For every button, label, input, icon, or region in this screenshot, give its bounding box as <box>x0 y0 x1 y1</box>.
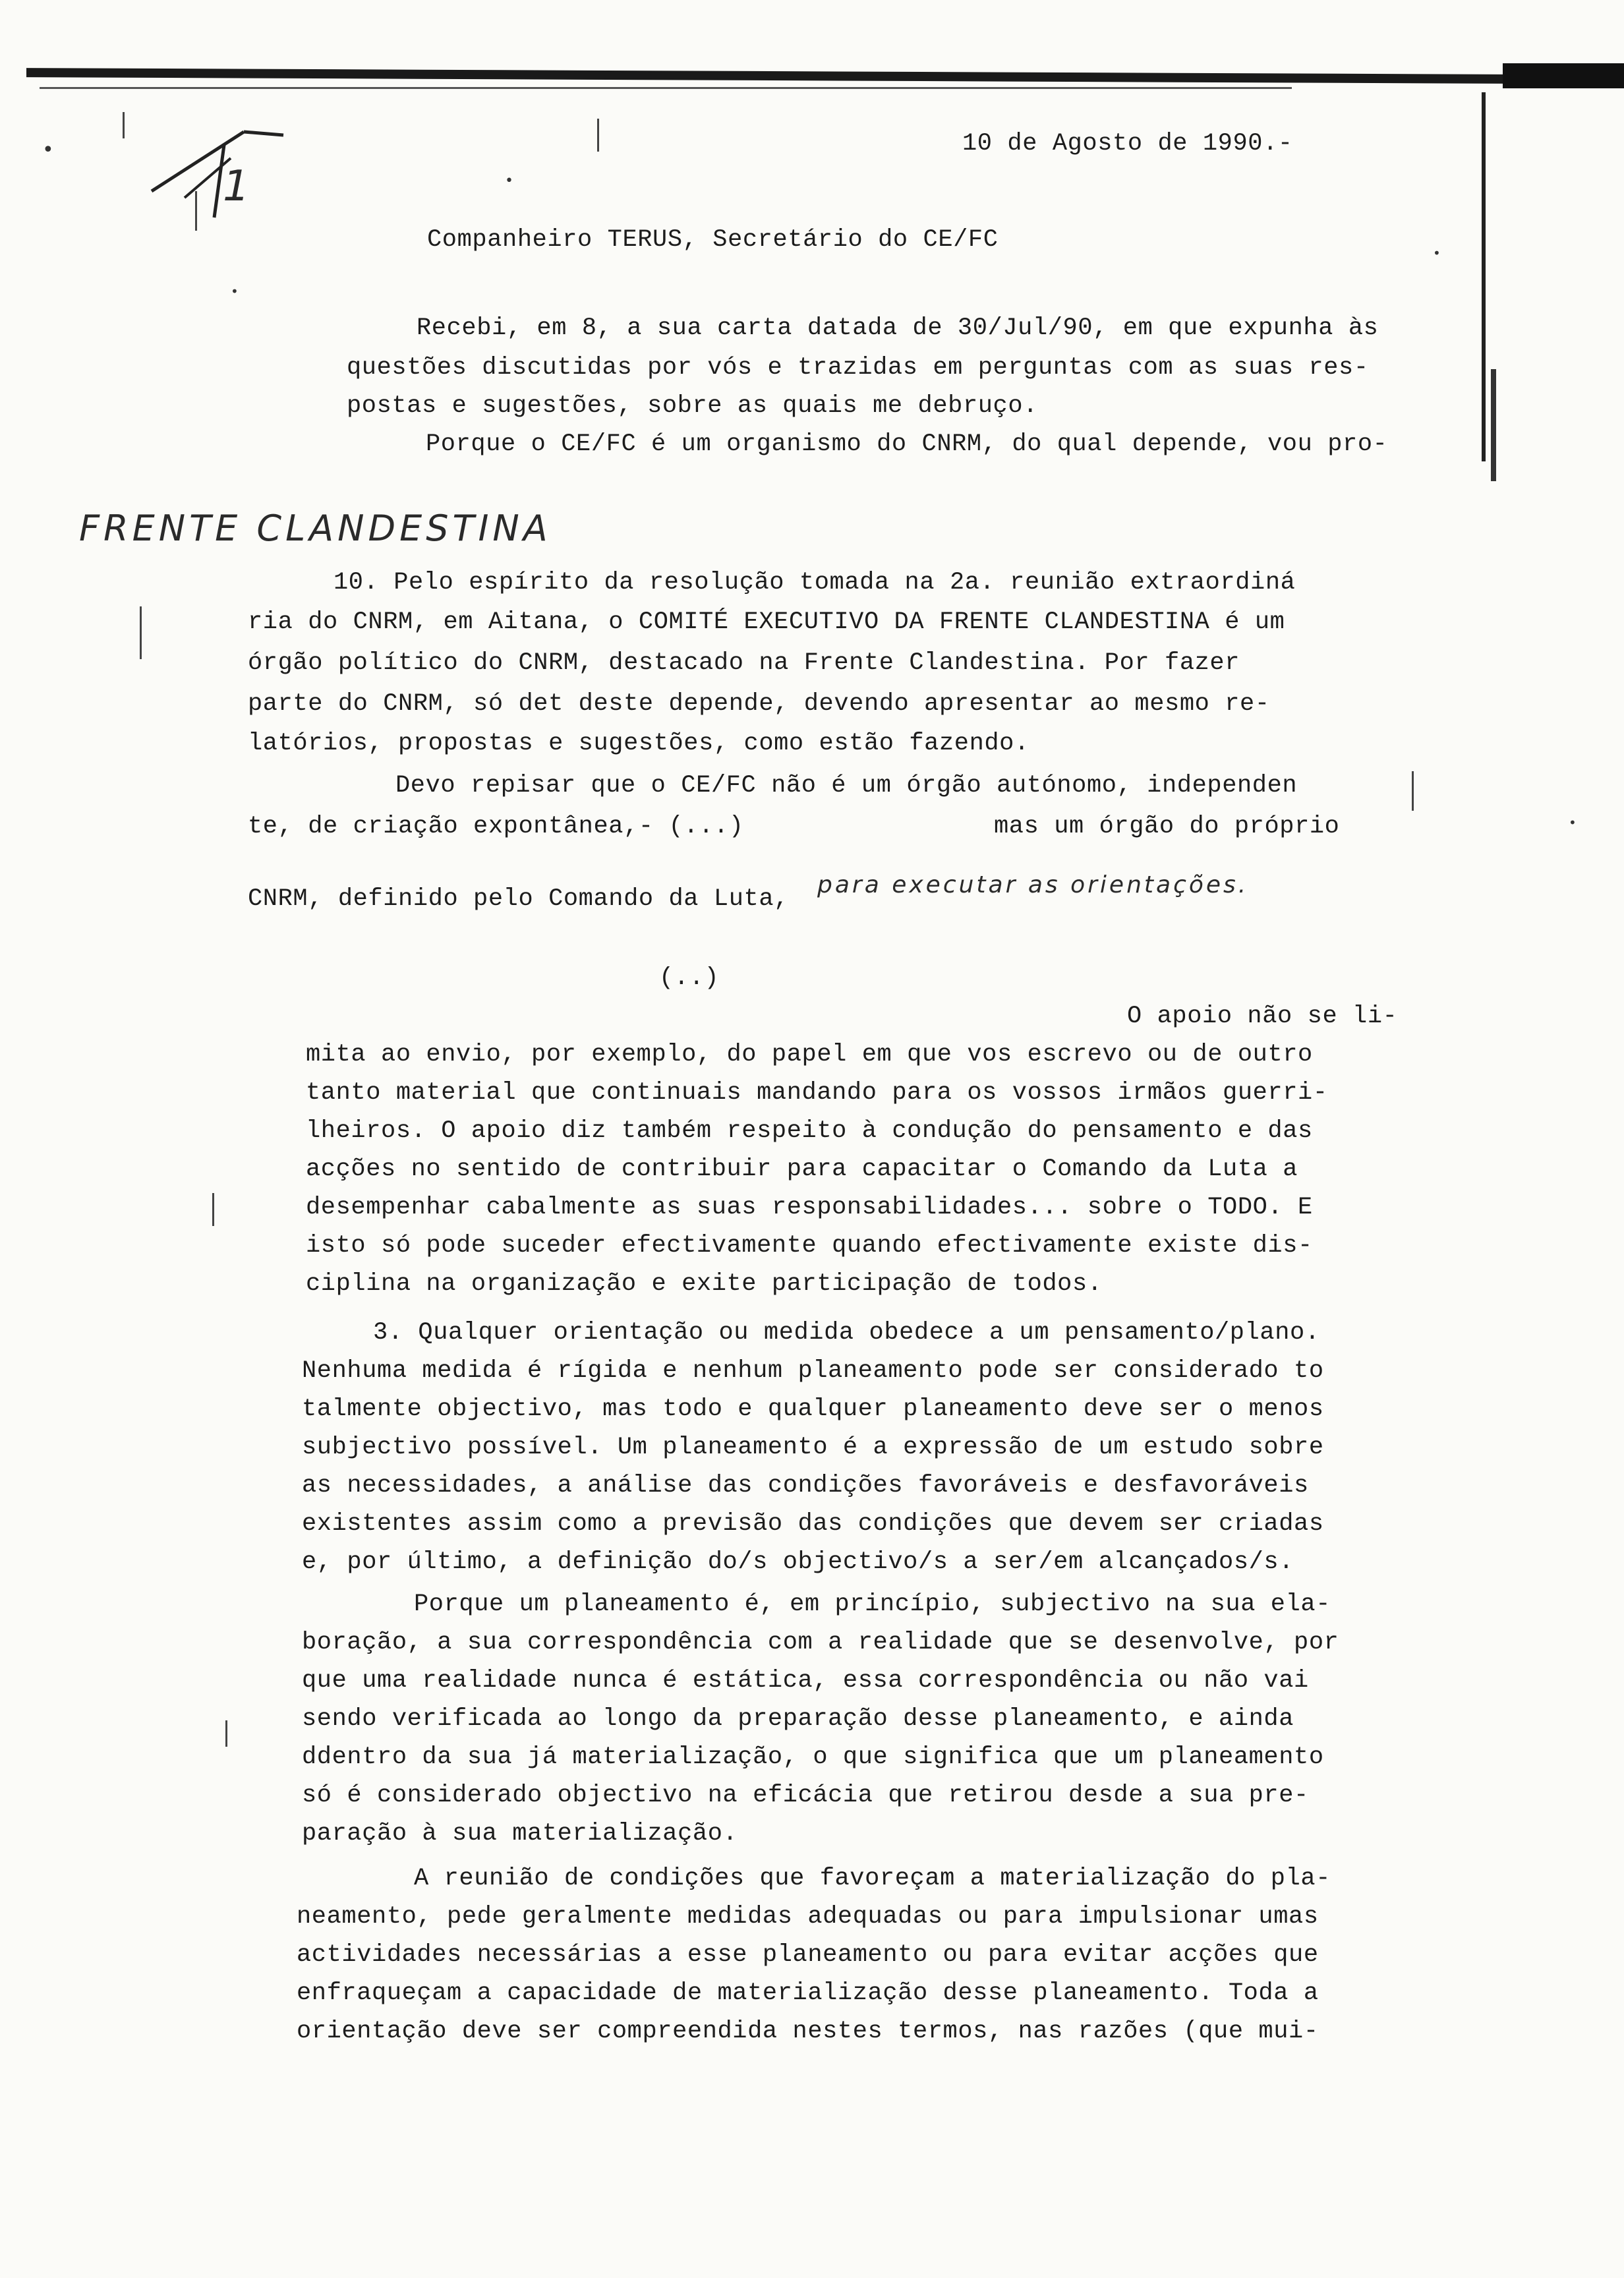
page-number: 1 <box>223 162 250 211</box>
text-line: só é considerado objectivo na eficácia que retirou desde a sua pre- <box>302 1782 1309 1809</box>
text-line: O apoio não se li- <box>1127 1003 1398 1030</box>
text-line: existentes assim como a previsão das condições que devem ser criadas <box>302 1510 1324 1538</box>
scan-top-thin-rule <box>40 87 1292 89</box>
scan-dot: • <box>231 283 239 299</box>
scan-dot: • <box>1569 815 1577 831</box>
text-line: CNRM, definido pelo Comando da Luta, <box>248 885 789 913</box>
text-line: que uma realidade nunca é estática, essa correspondência ou não vai <box>302 1667 1309 1695</box>
text-line: ciplina na organização e exite participação de todos. <box>306 1270 1103 1298</box>
handwritten-insert: para executar as orientações. <box>817 871 1249 898</box>
text-line: tanto material que continuais mandando para os vossos irmãos guerri- <box>306 1079 1328 1107</box>
text-line: sendo verificada ao longo da preparação desse planeamento, e ainda <box>302 1705 1294 1733</box>
text-line: Devo repisar que o CE/FC não é um órgão autónomo, independen <box>395 772 1298 800</box>
text-line: e, por último, a definição do/s objectivo/s a ser/em alcançados/s. <box>302 1548 1294 1576</box>
scan-top-rule <box>26 68 1503 84</box>
text-line: questões discutidas por vós e trazidas em perguntas com as suas res- <box>347 354 1369 382</box>
scan-speck <box>123 112 125 138</box>
scan-speck <box>212 1193 214 1226</box>
text-line: órgão político do CNRM, destacado na Frente Clandestina. Por fazer <box>248 649 1240 677</box>
text-line: latórios, propostas e sugestões, como estão fazendo. <box>248 730 1030 757</box>
scan-right-edge-lower <box>1491 369 1496 481</box>
text-line: mas um órgão do próprio <box>994 813 1340 840</box>
scan-speck <box>140 606 142 659</box>
text-line: desempenhar cabalmente as suas responsabilidades... sobre o TODO. E <box>306 1194 1313 1221</box>
text-line: Recebi, em 8, a sua carta datada de 30/Jul/90, em que expunha às <box>417 314 1379 342</box>
salutation: Companheiro TERUS, Secretário do CE/FC <box>427 226 999 254</box>
text-line: mita ao envio, por exemplo, do papel em que vos escrevo ou de outro <box>306 1041 1313 1068</box>
text-line: lheiros. O apoio diz também respeito à condução do pensamento e das <box>306 1117 1313 1145</box>
scan-right-edge <box>1482 92 1486 461</box>
text-line: A reunião de condições que favoreçam a materialização do pla- <box>414 1865 1331 1892</box>
text-line: Porque o CE/FC é um organismo do CNRM, do qual depende, vou pro- <box>426 430 1388 458</box>
text-line: paração à sua materialização. <box>302 1820 738 1848</box>
scan-speck <box>225 1720 227 1747</box>
text-line: 3. Qualquer orientação ou medida obedece a um pensamento/plano. <box>373 1319 1320 1347</box>
scan-corner-block <box>1503 63 1624 88</box>
text-line: isto só pode suceder efectivamente quando efectivamente existe dis- <box>306 1232 1313 1260</box>
text-line: te, de criação expontânea,- (...) <box>248 813 744 840</box>
text-line: neamento, pede geralmente medidas adequadas ou para impulsionar umas <box>297 1903 1319 1931</box>
text-line: Nenhuma medida é rígida e nenhum planeamento pode ser considerado to <box>302 1357 1324 1385</box>
text-line: actividades necessárias a esse planeamento ou para evitar acções que <box>297 1941 1319 1969</box>
ellipsis-mark: (..) <box>659 964 720 992</box>
text-line: orientação deve ser compreendida nestes termos, nas razões (que mui- <box>297 2018 1319 2045</box>
scan-dot: • <box>42 138 54 161</box>
scan-dot: • <box>505 173 513 189</box>
text-line: postas e sugestões, sobre as quais me debruço. <box>347 392 1038 420</box>
text-line: parte do CNRM, só det deste depende, devendo apresentar ao mesmo re- <box>248 690 1270 718</box>
section-heading-handwritten: FRENTE CLANDESTINA <box>79 508 552 549</box>
text-line: ddentro da sua já materialização, o que significa que um planeamento <box>302 1743 1324 1771</box>
text-line: as necessidades, a análise das condições favoráveis e desfavoráveis <box>302 1472 1309 1500</box>
text-line: acções no sentido de contribuir para capacitar o Comando da Luta a <box>306 1155 1298 1183</box>
scan-dot: • <box>1433 245 1441 261</box>
document-date: 10 de Agosto de 1990.- <box>962 130 1293 158</box>
text-line: 10. Pelo espírito da resolução tomada na 2a. reunião extraordiná <box>334 569 1296 597</box>
scan-speck <box>1412 771 1414 811</box>
text-line: enfraqueçam a capacidade de materialização desse planeamento. Toda a <box>297 1979 1319 2007</box>
text-line: Porque um planeamento é, em princípio, subjectivo na sua ela- <box>414 1591 1331 1618</box>
text-line: boração, a sua correspondência com a realidade que se desenvolve, por <box>302 1629 1339 1656</box>
scan-speck <box>597 119 599 152</box>
text-line: ria do CNRM, em Aitana, o COMITÉ EXECUTIVO DA FRENTE CLANDESTINA é um <box>248 608 1285 636</box>
handwritten-page-mark <box>145 119 297 231</box>
text-line: subjectivo possível. Um planeamento é a expressão de um estudo sobre <box>302 1434 1324 1461</box>
text-line: talmente objectivo, mas todo e qualquer planeamento deve ser o menos <box>302 1395 1324 1423</box>
